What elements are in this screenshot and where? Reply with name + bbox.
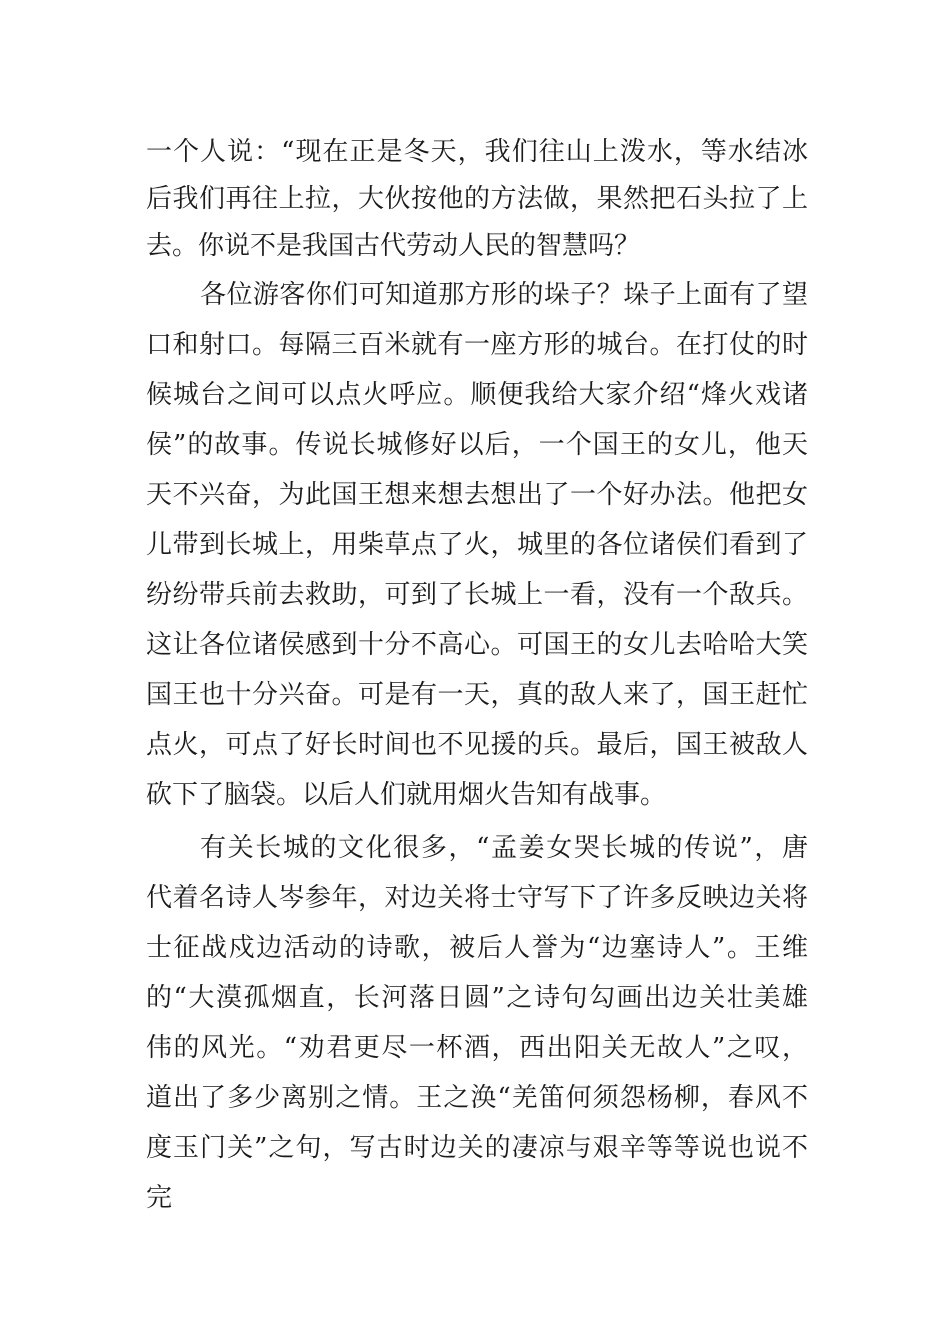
paragraph-2-line-4: 侯”的故事。传说长城修好以后，一个国王的女儿，他天	[146, 430, 808, 460]
paragraph-2-line-5: 天不兴奋，为此国王想来想去想出了一个好办法。他把女	[146, 480, 808, 510]
paragraph-3-line-5: 伟的风光。“劝君更尽一杯酒，西出阳关无故人”之叹，	[146, 1033, 808, 1063]
paragraph-1-line-1: 一个人说：“现在正是冬天，我们往山上泼水，等水结冰	[146, 137, 808, 167]
paragraph-3-line-3: 士征战戍边活动的诗歌，被后人誉为“边塞诗人”。王维	[146, 933, 808, 963]
paragraph-2-line-6: 儿带到长城上，用柴草点了火，城里的各位诸侯们看到了	[146, 530, 808, 560]
paragraph-2-line-11: 砍下了脑袋。以后人们就用烟火告知有战事。	[146, 780, 667, 810]
paragraph-2-line-1: 各位游客你们可知道那方形的垛子？垛子上面有了望	[200, 280, 808, 310]
paragraph-2-line-3: 候城台之间可以点火呼应。顺便我给大家介绍“烽火戏诸	[146, 380, 808, 410]
paragraph-3-line-4: 的“大漠孤烟直，长河落日圆”之诗句勾画出边关壮美雄	[146, 983, 808, 1013]
paragraph-2-line-8: 这让各位诸侯感到十分不高心。可国王的女儿去哈哈大笑	[146, 630, 808, 660]
paragraph-3-line-1: 有关长城的文化很多，“孟姜女哭长城的传说”，唐	[200, 833, 808, 863]
paragraph-1-line-3: 去。你说不是我国古代劳动人民的智慧吗？	[146, 231, 641, 261]
paragraph-2-line-10: 点火，可点了好长时间也不见援的兵。最后，国王被敌人	[146, 730, 808, 760]
paragraph-2-line-2: 口和射口。每隔三百米就有一座方形的城台。在打仗的时	[146, 330, 808, 360]
paragraph-3-line-7: 度玉门关”之句，写古时边关的凄凉与艰辛等等说也说不	[146, 1133, 808, 1163]
paragraph-3-line-6: 道出了多少离别之情。王之涣“羌笛何须怨杨柳，春风不	[146, 1083, 808, 1113]
paragraph-3-line-2: 代着名诗人岑参年，对边关将士守写下了许多反映边关将	[146, 883, 808, 913]
paragraph-2-line-9: 国王也十分兴奋。可是有一天，真的敌人来了，国王赶忙	[146, 680, 808, 710]
paragraph-1-line-2: 后我们再往上拉，大伙按他的方法做，果然把石头拉了上	[146, 184, 808, 214]
paragraph-3-line-8: 完	[146, 1183, 173, 1213]
paragraph-2-line-7: 纷纷带兵前去救助，可到了长城上一看，没有一个敌兵。	[146, 580, 808, 610]
